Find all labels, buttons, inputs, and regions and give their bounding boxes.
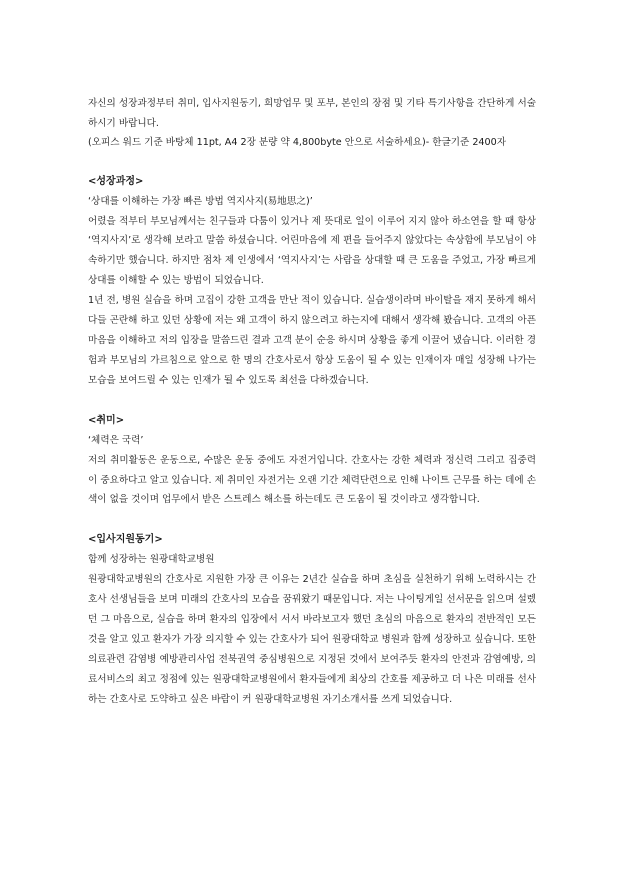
section-hobby [88, 411, 536, 511]
section-paragraph: 저의 취미활동은 운동으로, 수많은 운동 중에도 자전거입니다. 간호사는 강한 체력과 정신력 그리고 집중력이 중요하다고 알고 있습니다. 제 취미인 자전거는 오랜 기간 체력단련으로 인해 나이트 근무를 하는 데에 손색이 없을 것이며 업무에서 받은 스트레스 해소를 하는데도 큰 도움이 될 것이라고 생각합니다. [88, 454, 536, 506]
section-growth [88, 172, 536, 391]
section-subtitle: 함께 성장하는 원광대학교병원 [88, 554, 215, 566]
format-note: (오피스 워드 기준 바탕체 11pt, A4 2장 분량 약 4,800byte 안으로 서술하세요)- 한글기준 2400자 [88, 137, 507, 148]
section-subtitle: ‘체력은 국력’ [88, 434, 144, 446]
document-page [88, 94, 536, 710]
section-paragraph: 원광대학교병원의 간호사로 지원한 가장 큰 이유는 2년간 실습을 하며 초심을 실천하기 위해 노력하시는 간호사 선생님들을 보며 미래의 간호사의 모습을 꿈꿔왔기 때문입니다. 저는 나이팅게일 선서문을 읽으며 설렜던 그 마음으로, 실습을 하며 환자의 입장에서 서서 바라보고자 했던 초심의 마음으로 환자의 전반적인 모든 것을 알고 있고 환자가 가장 의지할 수 있는 간호사가 되어 원광대학교 병원과 함께 성장하고 싶습니다. 또한 의료관련 감염병 예방관리사업 전북권역 중심병원으로 지정된 것에서 보여주듯 환자의 안전과 감염예방, 의료서비스의 최고 정점에 있는 원광대학교병원에서 환자들에게 최상의 간호를 제공하고 더 나은 미래를 선사하는 간호사로 도약하고 싶은 바람이 커 원광대학교병원 자기소개서를 쓰게 되었습니다. [88, 574, 536, 705]
section-paragraph: 1년 전, 병원 실습을 하며 고집이 강한 고객을 만난 적이 있습니다. 실습생이라며 바이탈을 재지 못하게 해서 다들 곤란해 하고 있던 상황에 저는 왜 고객이 하지 않으려고 하는지에 대해서 생각해 봤습니다. 고객의 아픈 마음을 이해하고 저의 입장을 말씀드린 결과 고객 분이 순응 하시며 상황을 좋게 이끌어 냈습니다. 이러한 경험과 부모님의 가르침으로 앞으로 한 명의 간호사로서 항상 도움이 될 수 있는 인재이자 매일 성장해 나가는 모습을 보여드릴 수 있는 인재가 될 수 있도록 최선을 다하겠습니다. [88, 295, 536, 386]
section-heading: <취미> [88, 414, 125, 426]
section-subtitle: ‘상대를 이해하는 가장 빠른 방법 역지사지(易地思之)’ [88, 195, 313, 207]
section-motivation [88, 530, 536, 709]
section-heading: <입사지원동기> [88, 534, 163, 546]
instructions [88, 94, 536, 153]
section-paragraph: 어렸을 적부터 부모님께서는 친구들과 다툼이 있거나 제 뜻대로 일이 이루어 지지 않아 하소연을 할 때 항상 ‘역지사지’로 생각해 보라고 말씀 하셨습니다. 어린마음에 제 편을 들어주지 않았다는 속상함에 부모님이 야속하기만 했습니다. 하지만 점차 제 인생에서 ‘역지사지’는 사람을 상대할 때 큰 도움을 주었고, 가장 빠르게 상대를 이해할 수 있는 방법이 되었습니다. [88, 215, 536, 287]
section-heading: <성장과정> [88, 175, 144, 187]
instruction-text: 자신의 성장과정부터 취미, 입사지원동기, 희망업무 및 포부, 본인의 장점 및 기타 특기사항을 간단하게 서술하시기 바랍니다. [88, 98, 536, 129]
